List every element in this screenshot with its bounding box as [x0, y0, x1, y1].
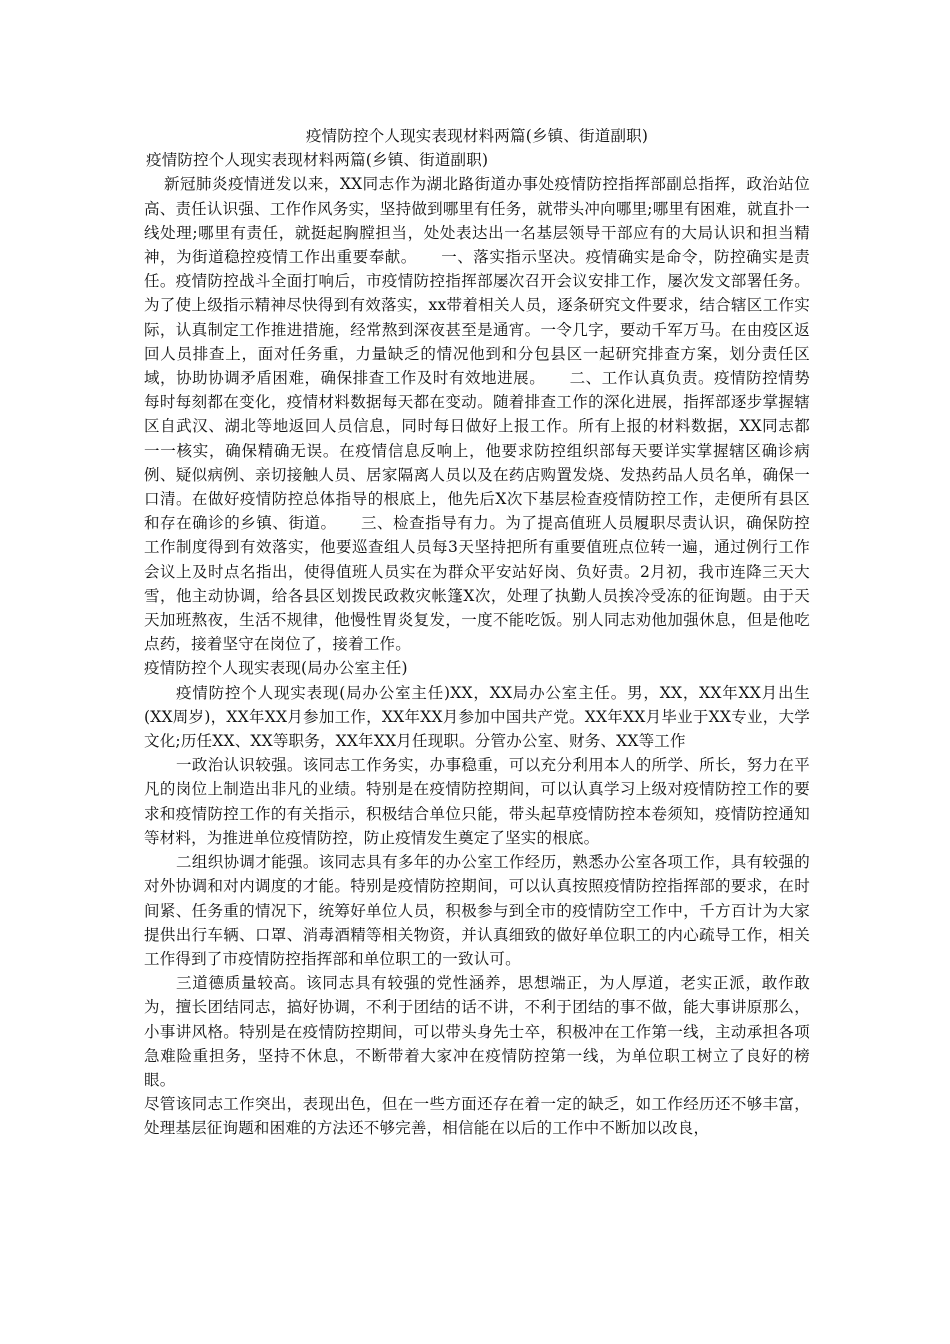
part2-heading: 疫情防控个人现实表现(局办公室主任) [144, 659, 408, 678]
part2-paragraph-3: 三道德质量较高。该同志具有较强的党性涵养，思想端正，为人厚道，老实正派，敢作敢为，擅长团结同志，搞好协调，不利于团结的话不讲，不利于团结的事不做，能大事讲原那么，小事讲风格。特别是在疫情防控期间，可以带头身先士卒，积极冲在工作第一线，主动承担各项急难险重担务，坚持不休息，不断带着大家冲在疫情防控第一线，为单位职工树立了良好的榜眼。 [144, 974, 810, 1089]
part2-paragraph-1: 一政治认识较强。该同志工作务实，办事稳重，可以充分利用本人的所学、所长，努力在平凡的岗位上制造出非凡的业绩。特别是在疫情防控期间，可以认真学习上级对疫情防控工作的要求和疫情防控工作的有关指示，积极结合单位只能，带头起草疫情防控本卷须知，疫情防控通知等材料，为推进单位疫情防控，防止疫情发生奠定了坚实的根底。 [144, 756, 810, 847]
part2-intro: 疫情防控个人现实表现(局办公室主任)XX，XX局办公室主任。男，XX，XX年XX月出生(XX周岁)，XX年XX月参加工作，XX年XX月参加中国共产党。XX年XX月毕业于XX专业，大学文化;历任XX、XX等职务，XX年XX月任现职。分管办公室、财务、XX等工作 [144, 683, 810, 751]
part2-closing: 尽管该同志工作突出，表现出色，但在一些方面还存在着一定的缺乏，如工作经历还不够丰富，处理基层征询题和困难的方法还不够完善，相信能在以后的工作中不断加以改良， [144, 1095, 810, 1138]
document-subtitle: 疫情防控个人现实表现材料两篇(乡镇、街道副职) [146, 151, 489, 170]
part2-paragraph-2: 二组织协调才能强。该同志具有多年的办公室工作经历，熟悉办公室各项工作，具有较强的对外协调和对内调度的才能。特别是疫情防控期间，可以认真按照疫情防控指挥部的要求，在时间紧、任务重的情况下，统筹好单位人员，积极参与到全市的疫情防空工作中，千方百计为大家提供出行车辆、口罩、消毒酒精等相关物资，并认真细致的做好单位职工的内心疏导工作，相关工作得到了市疫情防控指挥部和单位职工的一致认可。 [144, 853, 810, 968]
part1-body: 新冠肺炎疫情迸发以来，XX同志作为湖北路街道办事处疫情防控指挥部副总指挥，政治站位高、责任认识强、工作作风务实，坚持做到哪里有任务，就带头冲向哪里;哪里有困难，就直扑一线处理;哪里有责任，就挺起胸膛担当，处处表达出一名基层领导干部应有的大局认识和担当精神，为街道稳控疫情工作出重要奉献。 一、落实指示坚决。疫情确实是命令，防控确实是责任。疫情防控战斗全面打响后，市疫情防控指挥部屡次召开会议安排工作，屡次发文部署任务。为了使上级指示精神尽快得到有效落实，xx带着相关人员，逐条研究文件要求，结合辖区工作实际，认真制定工作推进措施，经常熬到深夜甚至是通宵。一令几字，要动千军万马。在由疫区返回人员排查上，面对任务重，力量缺乏的情况他到和分包县区一起研究排查方案，划分责任区域，协助协调矛盾困难，确保排查工作及时有效地进展。 二、工作认真负责。疫情防控情势每时每刻都在变化，疫情材料数据每天都在变动。随着排查工作的深化进展，指挥部逐步掌握辖区自武汉、湖北等地返回人员信息，同时每日做好上报工作。所有上报的材料数据，XX同志都一一核实，确保精确无误。在疫情信息反响上，他要求防控组织部每天要详实掌握辖区确诊病例、疑似病例、亲切接触人员、居家隔离人员以及在药店购置发烧、发热药品人员名单，确保一口清。在做好疫情防控总体指导的根底上，他先后X次下基层检查疫情防控工作，走便所有县区和存在确诊的乡镇、街道。 三、检查指导有力。为了提高值班人员履职尽责认识，确保防控工作制度得到有效落实，他要巡查组人员每3天坚持把所有重要值班点位转一遍，通过例行工作会议上及时点名指出，使得值班人员实在为群众平安站好岗、负好责。2月初，我市连降三天大雪，他主动协调，给各县区划拨民政救灾帐篷X次，处理了执勤人员挨冷受冻的征询题。由于天天加班熬夜，生活不规律，他慢性胃炎复发，一度不能吃饭。别人同志劝他加强休息，但是他吃点药，接着坚守在岗位了，接着工作。 [144, 175, 810, 654]
document-page [144, 124, 810, 1141]
document-title: 疫情防控个人现实表现材料两篇(乡镇、街道副职) [305, 127, 649, 145]
